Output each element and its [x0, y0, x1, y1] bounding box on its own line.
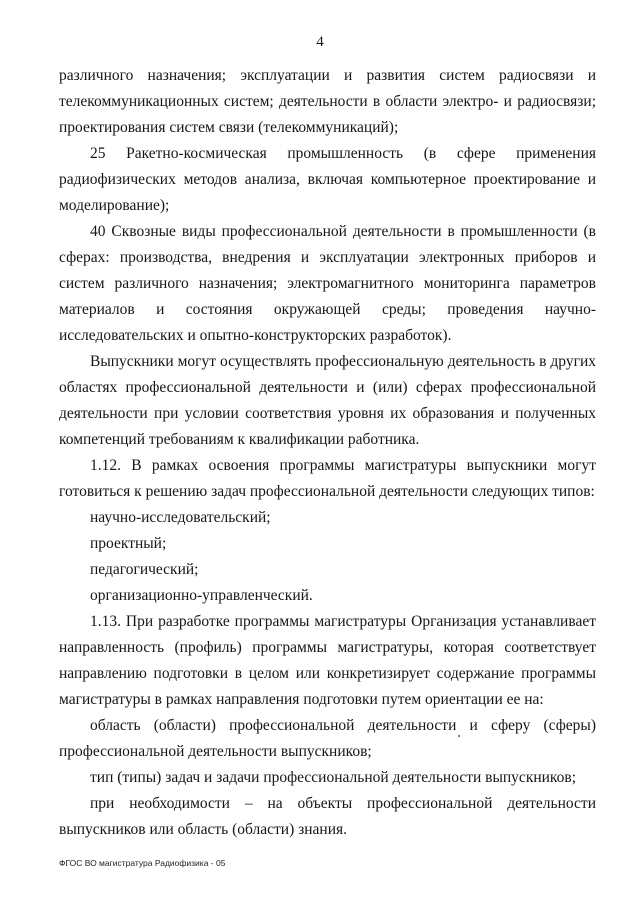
paragraph-3: 40 Сквозные виды профессиональной деятельности в промышленности (в сферах: производства, внедрения и эксплуатации электронных приборов и систем различного назначения; электромагнитного мониторинга параметров материалов и состояния окружающей среды; проведения научно-исследовательских и опытно-конструкторских разработок).	[59, 223, 596, 344]
document-body	[59, 63, 596, 843]
scan-speck	[458, 735, 460, 737]
paragraph-12: тип (типы) задач и задачи профессиональной деятельности выпускников;	[90, 769, 577, 786]
page-number: 4	[316, 34, 324, 50]
paragraph-10: 1.13. При разработке программы магистратуры Организация устанавливает направленность (профиль) программы магистратуры, которая соответствует направлению подготовки в целом или конкретизирует содержание программы магистратуры в рамках направления подготовки путем ориентации ее на:	[59, 613, 596, 708]
paragraph-1: различного назначения; эксплуатации и развития систем радиосвязи и телекоммуникационных систем; деятельности в области электро- и радиосвязи; проектирования систем связи (телекоммуникаций);	[59, 67, 596, 136]
page-footer: ФГОС ВО магистратура Радиофизика - 05	[59, 858, 226, 868]
list-item-management: организационно-управленческий.	[90, 587, 313, 604]
paragraph-4: Выпускники могут осуществлять профессиональную деятельность в других областях профессиональной деятельности и (или) сферах профессиональной деятельности при условии соответствия уровня их образования и полученных компетенций требованиям к квалификации работника.	[59, 353, 596, 448]
paragraph-13: при необходимости – на объекты профессиональной деятельности выпускников или область (области) знания.	[59, 795, 596, 838]
paragraph-5: 1.12. В рамках освоения программы магистратуры выпускники могут готовиться к решению задач профессиональной деятельности следующих типов:	[59, 457, 596, 500]
list-item-research: научно-исследовательский;	[90, 509, 271, 526]
list-item-design: проектный;	[90, 535, 167, 552]
paragraph-11: область (области) профессиональной деятельности и сферу (сферы) профессиональной деятельности выпускников;	[59, 717, 596, 760]
list-item-pedagogical: педагогический;	[90, 561, 199, 578]
paragraph-2: 25 Ракетно-космическая промышленность (в сфере применения радиофизических методов анализа, включая компьютерное проектирование и моделирование);	[59, 145, 596, 214]
